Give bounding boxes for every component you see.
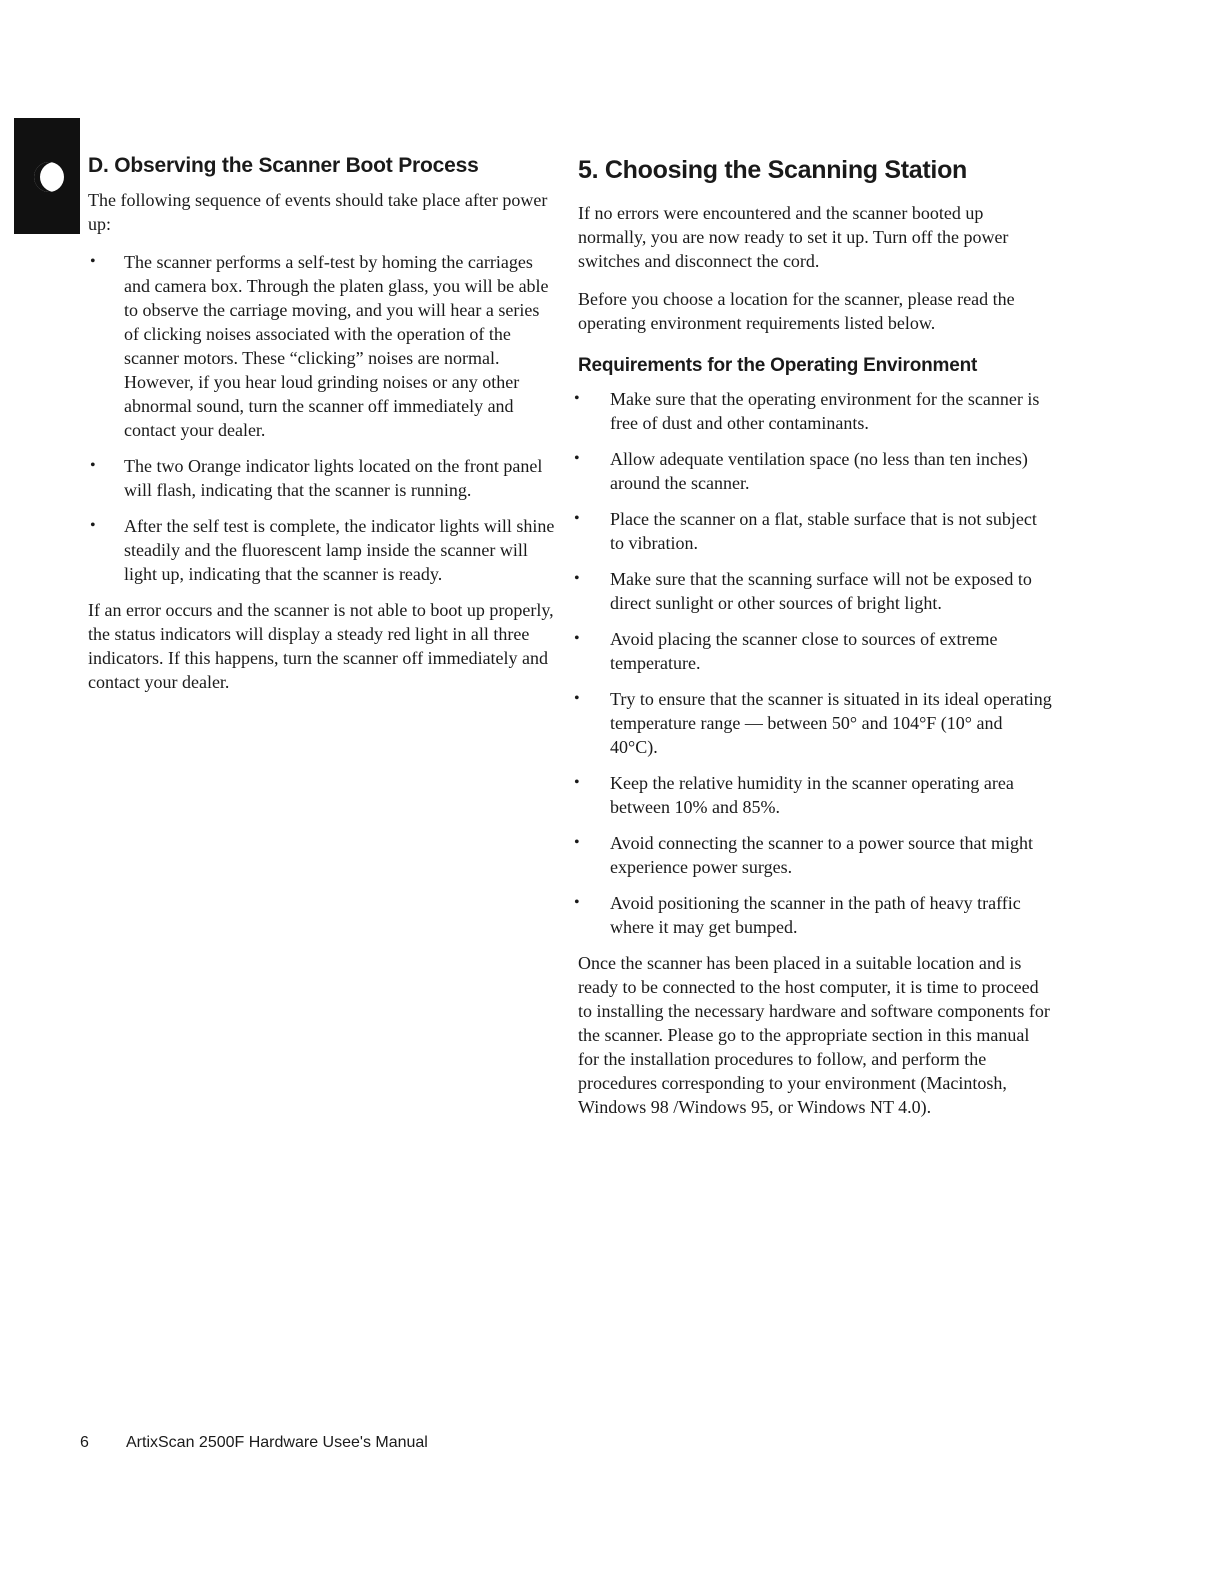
list-item (572, 831, 1052, 879)
list-item (572, 447, 1052, 495)
right-column (572, 150, 1052, 1133)
list-item-text: Make sure that the operating environment for the scanner is free of dust and other contaminants. (610, 389, 1040, 433)
section-heading-boot-process: D. Observing the Scanner Boot Process (88, 154, 479, 177)
bullet-icon: • (574, 510, 580, 527)
list-item-text: Try to ensure that the scanner is situated in its ideal operating temperature range — between 50° and 104°F (10° and 40°C). (610, 689, 1052, 757)
page-number: 6 (80, 1434, 89, 1451)
boot-events-list (88, 250, 558, 586)
chapter-disc-icon (34, 162, 64, 192)
boot-intro-paragraph: The following sequence of events should take place after power up: (88, 190, 548, 234)
manual-title: ArtixScan 2500F Hardware Usee's Manual (126, 1434, 428, 1451)
list-item (572, 507, 1052, 555)
bullet-icon: • (90, 457, 96, 474)
list-item-text: Avoid positioning the scanner in the path of heavy traffic where it may get bumped. (610, 893, 1021, 937)
list-item-text: The two Orange indicator lights located on the front panel will flash, indicating that the scanner is running. (124, 456, 543, 500)
list-item-text: Keep the relative humidity in the scanner operating area between 10% and 85%. (610, 773, 1014, 817)
bullet-icon: • (574, 834, 580, 851)
bullet-icon: • (574, 570, 580, 587)
requirements-list (572, 387, 1052, 939)
list-item (88, 250, 558, 442)
subheading-operating-environment: Requirements for the Operating Environment (578, 355, 978, 376)
bullet-icon: • (90, 253, 96, 270)
list-item-text: The scanner performs a self-test by homing the carriages and camera box. Through the platen glass, you will be able to observe the carriage moving, and you will hear a series of clicking noises associated with the operation of the scanner motors. These “clicking” noises are normal. However, if you hear loud grinding noises or any other abnormal sound, turn the scanner off immediately and contact your dealer. (124, 252, 549, 440)
bullet-icon: • (574, 690, 580, 707)
page-footer (80, 1434, 428, 1452)
list-item-text: Make sure that the scanning surface will not be exposed to direct sunlight or other sources of bright light. (610, 569, 1032, 613)
next-steps-paragraph: Once the scanner has been placed in a suitable location and is ready to be connected to the host computer, it is time to proceed to installing the necessary hardware and software components for the scanner. Please go to the appropriate section in this manual for the installation procedures to follow, and perform the procedures corresponding to your environment (Macintosh, Windows 98 /Windows 95, or Windows NT 4.0). (578, 953, 1050, 1117)
chapter-tab-marker (14, 118, 80, 234)
list-item (572, 891, 1052, 939)
list-item (572, 687, 1052, 759)
bullet-icon: • (574, 630, 580, 647)
list-item (88, 454, 558, 502)
bullet-icon: • (574, 390, 580, 407)
chapter-heading-scanning-station: 5. Choosing the Scanning Station (578, 156, 968, 184)
setup-intro-paragraph: If no errors were encountered and the scanner booted up normally, you are now ready to set it up. Turn off the power switches and disconnect the cord. (578, 203, 1009, 271)
list-item (572, 627, 1052, 675)
list-item (572, 387, 1052, 435)
list-item (572, 771, 1052, 819)
bullet-icon: • (574, 894, 580, 911)
bullet-icon: • (574, 450, 580, 467)
list-item-text: Place the scanner on a flat, stable surface that is not subject to vibration. (610, 509, 1037, 553)
location-intro-paragraph: Before you choose a location for the scanner, please read the operating environment requirements listed below. (578, 289, 1015, 333)
bullet-icon: • (574, 774, 580, 791)
list-item (572, 567, 1052, 615)
bullet-icon: • (90, 517, 96, 534)
boot-error-paragraph: If an error occurs and the scanner is not able to boot up properly, the status indicators will display a steady red light in all three indicators. If this happens, turn the scanner off immediately and contact your dealer. (88, 600, 554, 692)
list-item-text: Allow adequate ventilation space (no less than ten inches) around the scanner. (610, 449, 1028, 493)
list-item-text: After the self test is complete, the indicator lights will shine steadily and the fluorescent lamp inside the scanner will light up, indicating that the scanner is ready. (124, 516, 555, 584)
list-item-text: Avoid placing the scanner close to sources of extreme temperature. (610, 629, 998, 673)
list-item-text: Avoid connecting the scanner to a power source that might experience power surges. (610, 833, 1034, 877)
list-item (88, 514, 558, 586)
left-column (88, 150, 558, 708)
